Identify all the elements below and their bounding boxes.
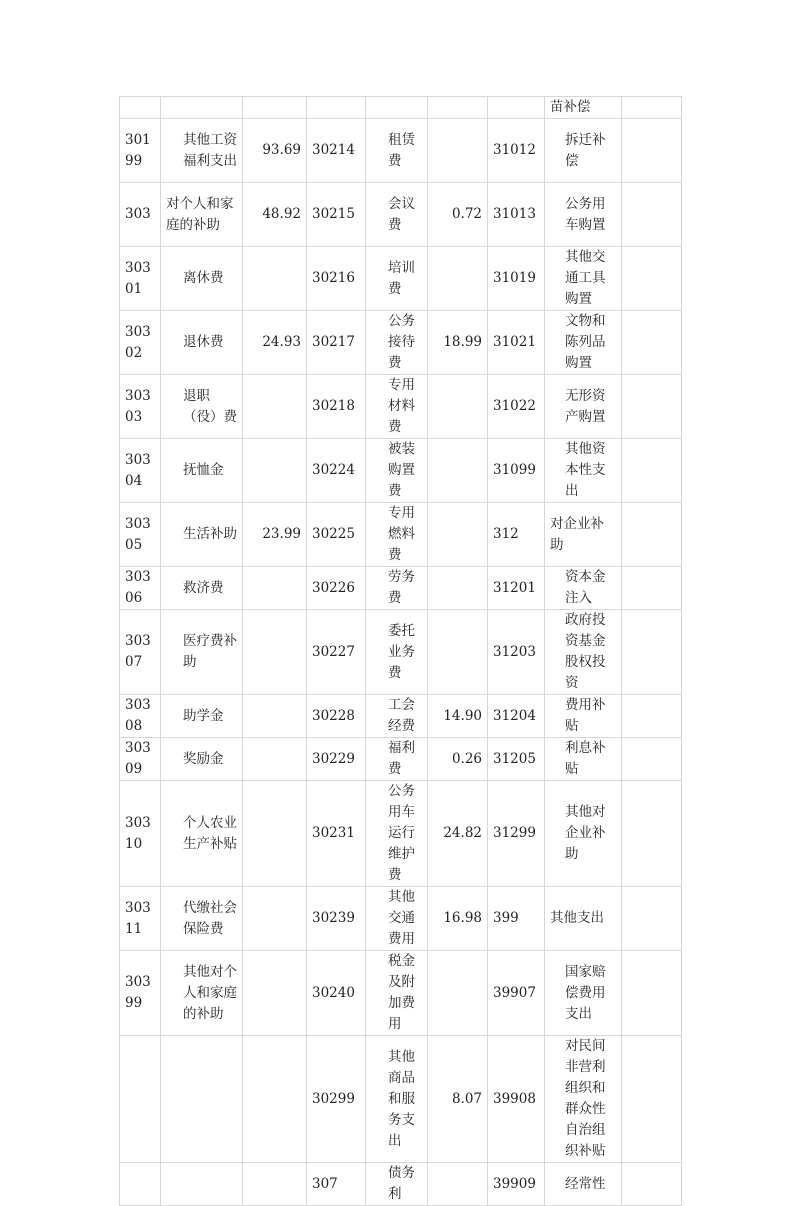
amount-cell [243, 951, 307, 1036]
table-row [120, 247, 682, 311]
item-name-cell: 费用补贴 [545, 695, 622, 738]
code-cell: 30229 [307, 738, 366, 781]
amount-cell: 16.98 [428, 887, 488, 951]
code-cell: 30227 [307, 610, 366, 695]
amount-cell: 18.99 [428, 311, 488, 375]
amount-cell [428, 119, 488, 183]
item-name-cell: 被装购置费 [366, 439, 428, 503]
code-cell: 39908 [488, 1036, 545, 1163]
table-row [120, 1036, 682, 1163]
code-cell: 31205 [488, 738, 545, 781]
table-row [120, 503, 682, 567]
code-cell: 31021 [488, 311, 545, 375]
item-name-cell: 公务接待费 [366, 311, 428, 375]
item-name-cell: 其他交通工具购置 [545, 247, 622, 311]
code-cell: 31299 [488, 781, 545, 887]
table-row [120, 887, 682, 951]
item-name-cell: 助学金 [161, 695, 243, 738]
code-cell: 30305 [120, 503, 161, 567]
amount-cell [622, 1036, 682, 1163]
amount-cell: 48.92 [243, 183, 307, 247]
amount-cell [622, 887, 682, 951]
table-row [120, 439, 682, 503]
amount-cell [428, 951, 488, 1036]
item-name-cell: 其他对个人和家庭的补助 [161, 951, 243, 1036]
amount-cell [622, 183, 682, 247]
table-row [120, 781, 682, 887]
item-name-cell: 国家赔偿费用支出 [545, 951, 622, 1036]
code-cell [120, 97, 161, 119]
code-cell: 30239 [307, 887, 366, 951]
table-row [120, 695, 682, 738]
code-cell: 30299 [307, 1036, 366, 1163]
amount-cell [428, 567, 488, 610]
item-name-cell: 政府投资基金股权投资 [545, 610, 622, 695]
amount-cell [428, 1163, 488, 1206]
item-name-cell: 无形资产购置 [545, 375, 622, 439]
amount-cell [622, 567, 682, 610]
code-cell: 31099 [488, 439, 545, 503]
table-row [120, 119, 682, 183]
item-name-cell: 福利费 [366, 738, 428, 781]
amount-cell [428, 375, 488, 439]
code-cell: 31013 [488, 183, 545, 247]
amount-cell [428, 439, 488, 503]
table-row [120, 375, 682, 439]
code-cell: 30225 [307, 503, 366, 567]
amount-cell [622, 311, 682, 375]
amount-cell [243, 695, 307, 738]
amount-cell [243, 1163, 307, 1206]
amount-cell [622, 1163, 682, 1206]
item-name-cell: 经常性 [545, 1163, 622, 1206]
amount-cell: 0.26 [428, 738, 488, 781]
code-cell: 31019 [488, 247, 545, 311]
code-cell [120, 1036, 161, 1163]
code-cell: 30308 [120, 695, 161, 738]
budget-table [119, 96, 682, 1206]
amount-cell [622, 119, 682, 183]
code-cell: 303 [120, 183, 161, 247]
amount-cell [243, 439, 307, 503]
code-cell: 30217 [307, 311, 366, 375]
code-cell: 39907 [488, 951, 545, 1036]
code-cell: 30399 [120, 951, 161, 1036]
item-name-cell: 其他资本性支出 [545, 439, 622, 503]
code-cell [120, 1163, 161, 1206]
item-name-cell: 拆迁补偿 [545, 119, 622, 183]
table-row [120, 1163, 682, 1206]
amount-cell [243, 610, 307, 695]
item-name-cell [366, 97, 428, 119]
item-name-cell: 生活补助 [161, 503, 243, 567]
amount-cell [243, 375, 307, 439]
amount-cell [428, 97, 488, 119]
item-name-cell: 其他商品和服务支出 [366, 1036, 428, 1163]
amount-cell: 14.90 [428, 695, 488, 738]
amount-cell [622, 439, 682, 503]
table-row [120, 738, 682, 781]
code-cell: 30311 [120, 887, 161, 951]
code-cell: 30224 [307, 439, 366, 503]
amount-cell: 24.82 [428, 781, 488, 887]
table-row [120, 610, 682, 695]
item-name-cell: 劳务费 [366, 567, 428, 610]
item-name-cell: 工会经费 [366, 695, 428, 738]
item-name-cell: 委托业务费 [366, 610, 428, 695]
code-cell: 30216 [307, 247, 366, 311]
amount-cell: 8.07 [428, 1036, 488, 1163]
amount-cell [622, 247, 682, 311]
code-cell: 31204 [488, 695, 545, 738]
item-name-cell: 退职（役）费 [161, 375, 243, 439]
item-name-cell: 对民间非营利组织和群众性自治组织补贴 [545, 1036, 622, 1163]
code-cell: 30306 [120, 567, 161, 610]
item-name-cell: 对企业补助 [545, 503, 622, 567]
code-cell: 30226 [307, 567, 366, 610]
amount-cell [243, 97, 307, 119]
code-cell: 30199 [120, 119, 161, 183]
code-cell: 31012 [488, 119, 545, 183]
amount-cell [243, 887, 307, 951]
table-row [120, 183, 682, 247]
item-name-cell: 奖励金 [161, 738, 243, 781]
item-name-cell [161, 1163, 243, 1206]
item-name-cell: 公务用车购置 [545, 183, 622, 247]
amount-cell [428, 247, 488, 311]
code-cell: 30303 [120, 375, 161, 439]
code-cell: 30240 [307, 951, 366, 1036]
table-row [120, 97, 682, 119]
item-name-cell [161, 97, 243, 119]
item-name-cell: 其他支出 [545, 887, 622, 951]
item-name-cell: 资本金注入 [545, 567, 622, 610]
amount-cell: 93.69 [243, 119, 307, 183]
code-cell: 399 [488, 887, 545, 951]
item-name-cell: 个人农业生产补贴 [161, 781, 243, 887]
amount-cell [622, 738, 682, 781]
item-name-cell: 抚恤金 [161, 439, 243, 503]
item-name-cell: 救济费 [161, 567, 243, 610]
code-cell: 307 [307, 1163, 366, 1206]
item-name-cell: 专用燃料费 [366, 503, 428, 567]
item-name-cell: 债务利 [366, 1163, 428, 1206]
item-name-cell: 离休费 [161, 247, 243, 311]
item-name-cell: 医疗费补助 [161, 610, 243, 695]
item-name-cell: 税金及附加费用 [366, 951, 428, 1036]
item-name-cell: 对个人和家庭的补助 [161, 183, 243, 247]
item-name-cell: 文物和陈列品购置 [545, 311, 622, 375]
code-cell [488, 97, 545, 119]
amount-cell [243, 781, 307, 887]
item-name-cell: 公务用车运行维护费 [366, 781, 428, 887]
code-cell: 30307 [120, 610, 161, 695]
amount-cell [622, 375, 682, 439]
amount-cell [622, 503, 682, 567]
item-name-cell: 租赁费 [366, 119, 428, 183]
code-cell: 30301 [120, 247, 161, 311]
table-row [120, 311, 682, 375]
code-cell: 39909 [488, 1163, 545, 1206]
code-cell: 30214 [307, 119, 366, 183]
code-cell: 30215 [307, 183, 366, 247]
code-cell: 312 [488, 503, 545, 567]
code-cell: 31201 [488, 567, 545, 610]
code-cell: 30231 [307, 781, 366, 887]
item-name-cell: 培训费 [366, 247, 428, 311]
item-name-cell: 代缴社会保险费 [161, 887, 243, 951]
item-name-cell: 退休费 [161, 311, 243, 375]
code-cell: 31203 [488, 610, 545, 695]
code-cell: 30310 [120, 781, 161, 887]
amount-cell [243, 567, 307, 610]
amount-cell [428, 610, 488, 695]
table-row [120, 567, 682, 610]
item-name-cell: 专用材料费 [366, 375, 428, 439]
amount-cell [622, 781, 682, 887]
item-name-cell: 会议费 [366, 183, 428, 247]
item-name-cell [161, 1036, 243, 1163]
code-cell [307, 97, 366, 119]
amount-cell [243, 1036, 307, 1163]
item-name-cell: 利息补贴 [545, 738, 622, 781]
code-cell: 30218 [307, 375, 366, 439]
item-name-cell: 苗补偿 [545, 97, 622, 119]
amount-cell [622, 695, 682, 738]
amount-cell: 23.99 [243, 503, 307, 567]
table-row [120, 951, 682, 1036]
amount-cell [243, 247, 307, 311]
code-cell: 30309 [120, 738, 161, 781]
amount-cell [622, 97, 682, 119]
item-name-cell: 其他工资福利支出 [161, 119, 243, 183]
amount-cell [622, 951, 682, 1036]
code-cell: 30302 [120, 311, 161, 375]
amount-cell: 24.93 [243, 311, 307, 375]
amount-cell [243, 738, 307, 781]
amount-cell: 0.72 [428, 183, 488, 247]
code-cell: 31022 [488, 375, 545, 439]
code-cell: 30228 [307, 695, 366, 738]
item-name-cell: 其他交通费用 [366, 887, 428, 951]
amount-cell [428, 503, 488, 567]
item-name-cell: 其他对企业补助 [545, 781, 622, 887]
amount-cell [622, 610, 682, 695]
code-cell: 30304 [120, 439, 161, 503]
